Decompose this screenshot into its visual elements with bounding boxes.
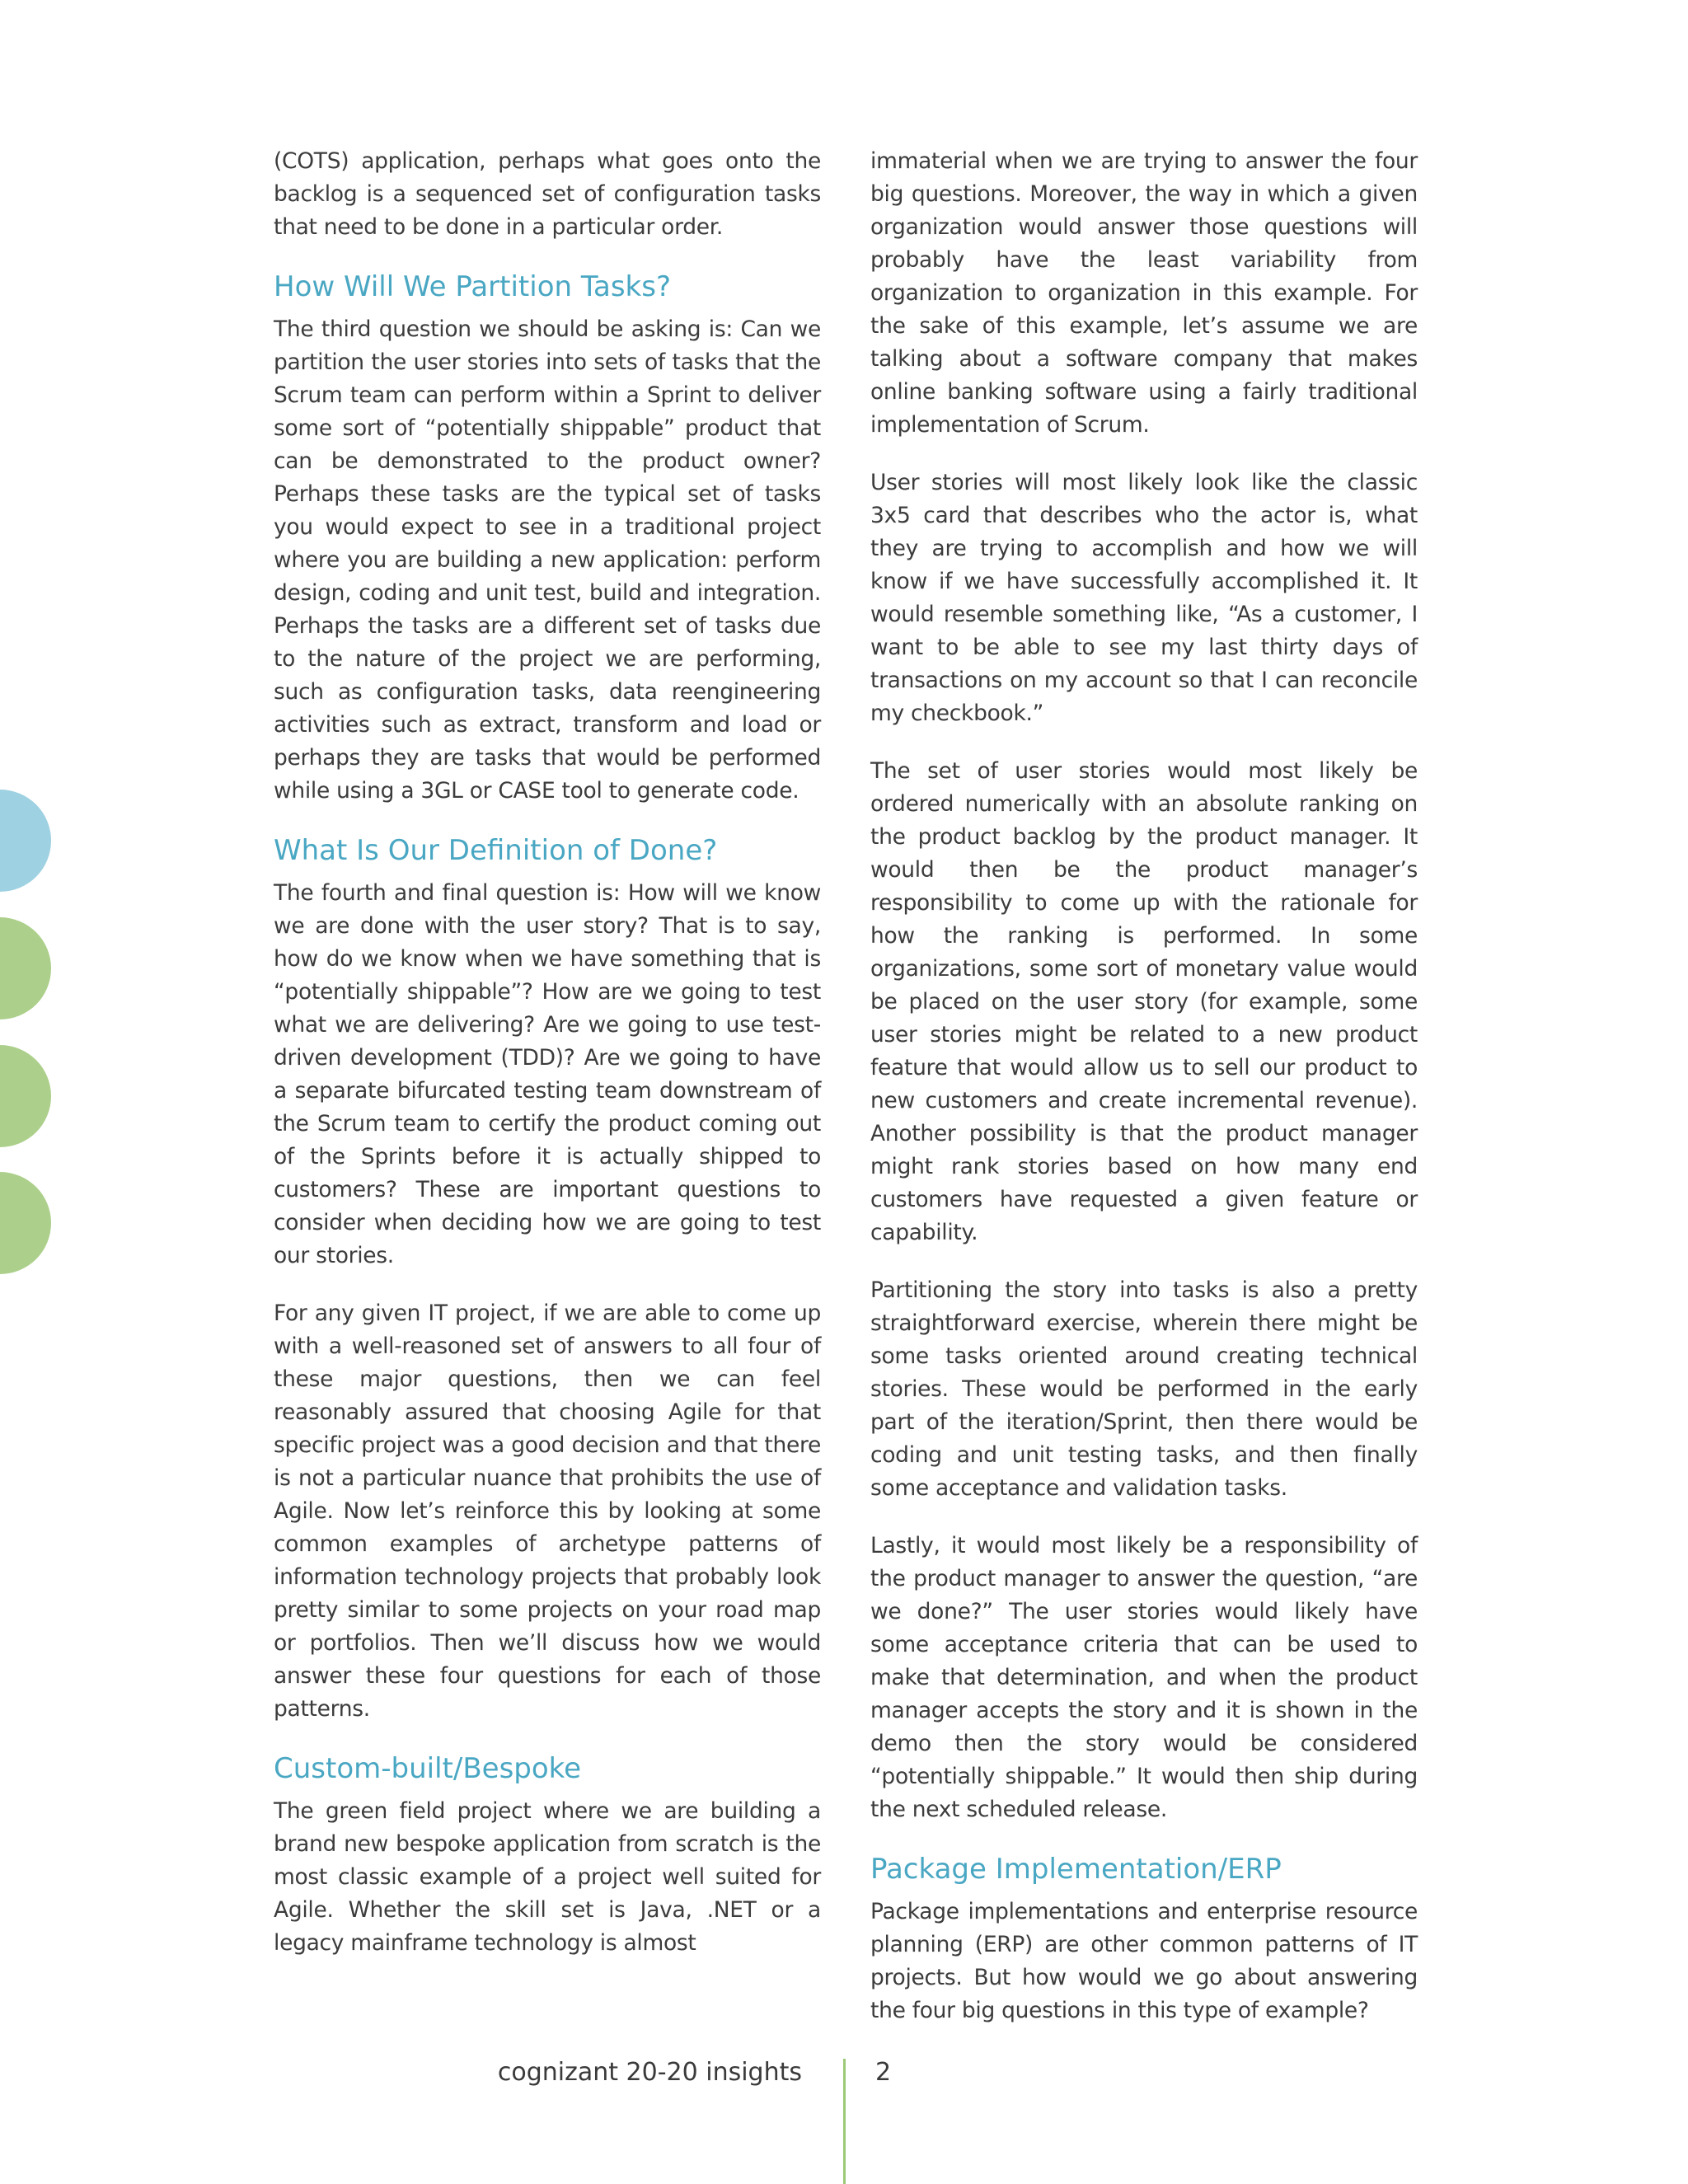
paragraph: The set of user stories would most likely be ordered numerically with an absolute ranking on the product backlog by the product manager. It would then be the product manager’s responsibility to come up with the rationale for how the ranking is performed. In some organizations, some sort of monetary value would be placed on the user story (for example, some user stories might be related to a new product feature that would allow us to sell our product to new customers and create incremental revenue). Another possibility is that the product manager might rank stories based on how many end customers have requested a given feature or capability.: [870, 758, 1418, 1245]
decorative-green-dot: [0, 1045, 51, 1147]
footer-publication-name: cognizant 20-20 insights: [497, 2058, 802, 2087]
page-number: 2: [875, 2058, 892, 2087]
paragraph: The fourth and final question is: How will we know we are done with the user story? That is to say, how do we know when we have something that is “potentially shippable”? How are we going to test what we are delivering? Are we going to use test-driven development (TDD)? Are we going to have a separate bifurcated testing team downstream of the Scrum team to certify the product coming out of the Sprints before it is actually shipped to customers? These are important questions to consider when deciding how we are going to test our stories.: [274, 880, 821, 1268]
section-heading-package-implementation: Package Implementation/ERP: [870, 1853, 1282, 1886]
decorative-green-dot: [0, 917, 51, 1019]
paragraph: User stories will most likely look like the classic 3x5 card that describes who the actor is, what they are trying to accomplish and how we will know if we have successfully accomplished it. It would resemble something like, “As a customer, I want to be able to see my last thirty days of transactions on my account so that I can reconcile my checkbook.”: [870, 470, 1418, 726]
paragraph: Partitioning the story into tasks is also a pretty straightforward exercise, wherein there might be some tasks oriented around creating technical stories. These would be performed in the early part of the iteration/Sprint, then there would be coding and unit testing tasks, and then finally some acceptance and validation tasks.: [870, 1277, 1418, 1501]
paragraph: The green field project where we are building a brand new bespoke application from scratch is the most classic example of a project well suited for Agile. Whether the skill set is Java, .NET or a legacy mainframe technology is almost: [274, 1798, 821, 1956]
section-heading-custom-built: Custom-built/Bespoke: [274, 1752, 582, 1785]
left-column: [274, 145, 821, 1985]
section-heading-definition-of-done: What Is Our Definition of Done?: [274, 834, 718, 867]
paragraph: For any given IT project, if we are able to come up with a well-reasoned set of answers to all four of these major questions, then we can feel reasonably assured that choosing Agile for that specific project was a good decision and that there is not a particular nuance that prohibits the use of Agile. Now let’s reinforce this by looking at some common examples of archetype patterns of information technology projects that probably look pretty similar to some projects on your road map or portfolios. Then we’ll discuss how we would answer these four questions for each of those patterns.: [274, 1301, 821, 1722]
right-column: [870, 145, 1418, 2052]
section-heading-partition-tasks: How Will We Partition Tasks?: [274, 270, 671, 303]
decorative-blue-dot: [0, 790, 51, 892]
footer-divider: [843, 2059, 846, 2184]
paragraph: immaterial when we are trying to answer the four big questions. Moreover, the way in which a given organization would answer those questions will probably have the least variability from organization to organization in this example. For the sake of this example, let’s assume we are talking about a software company that makes online banking software using a fairly traditional implementation of Scrum.: [870, 148, 1418, 438]
paragraph: The third question we should be asking is: Can we partition the user stories into sets of tasks that the Scrum team can perform within a Sprint to deliver some sort of “potentially shippable” product that can be demonstrated to the product owner? Perhaps these tasks are the typical set of tasks you would expect to see in a traditional project where you are building a new application: perform design, coding and unit test, build and integration. Perhaps the tasks are a different set of tasks due to the nature of the project we are performing, such as configuration tasks, data reengineering activities such as extract, transform and load or perhaps they are tasks that would be performed while using a 3GL or CASE tool to generate code.: [274, 316, 821, 804]
paragraph: Package implementations and enterprise resource planning (ERP) are other common patterns of IT projects. But how would we go about answering the four big questions in this type of example?: [870, 1899, 1418, 2023]
paragraph: Lastly, it would most likely be a responsibility of the product manager to answer the question, “are we done?” The user stories would likely have some acceptance criteria that can be used to make that determination, and when the product manager accepts the story and it is shown in the demo then the story would be considered “potentially shippable.” It would then ship during the next scheduled release.: [870, 1533, 1418, 1822]
decorative-green-dot: [0, 1172, 51, 1274]
paragraph: (COTS) application, perhaps what goes onto the backlog is a sequenced set of configuration tasks that need to be done in a particular order.: [274, 148, 821, 240]
